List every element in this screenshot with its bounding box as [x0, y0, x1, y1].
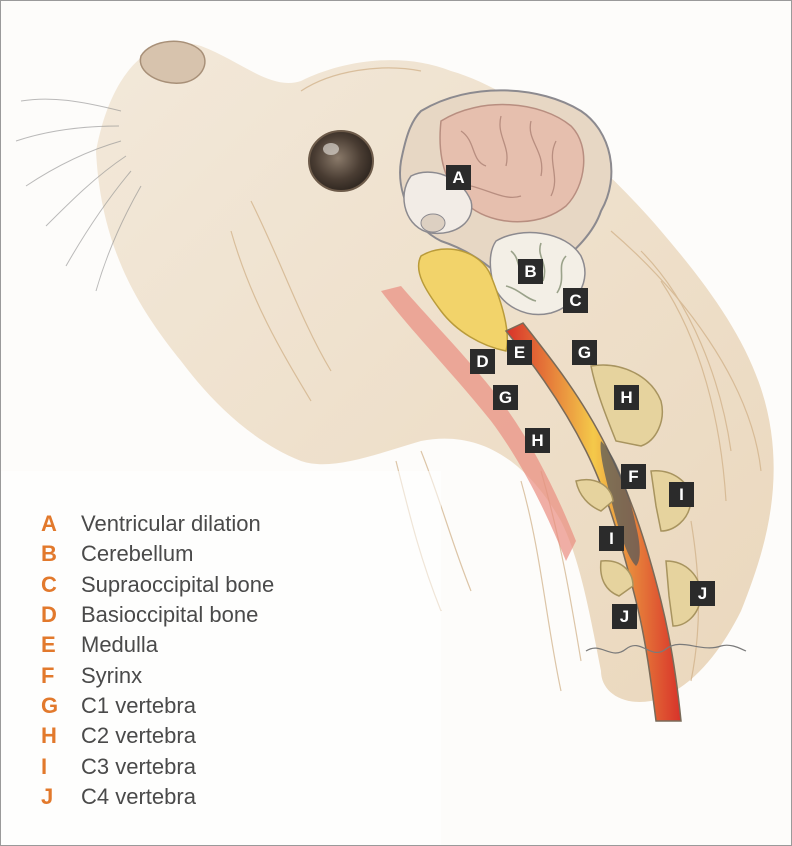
legend-text: C1 vertebra: [81, 692, 196, 718]
marker-e: E: [507, 340, 532, 365]
legend-text: Ventricular dilation: [81, 511, 261, 537]
legend-letter: H: [41, 723, 57, 749]
legend-row: [41, 751, 274, 781]
legend-text: Cerebellum: [81, 541, 194, 567]
legend-row: [41, 721, 274, 751]
marker-b: B: [518, 259, 543, 284]
legend: [41, 509, 274, 812]
marker-h-upper: H: [614, 385, 639, 410]
legend-row: [41, 782, 274, 812]
legend-text: Supraoccipital bone: [81, 571, 275, 597]
marker-a: A: [446, 165, 471, 190]
marker-h-lower: H: [525, 428, 550, 453]
legend-letter: E: [41, 632, 56, 658]
legend-row: [41, 691, 274, 721]
legend-text: Basioccipital bone: [81, 602, 259, 628]
legend-letter: B: [41, 541, 57, 567]
marker-j-right: J: [690, 581, 715, 606]
legend-letter: F: [41, 662, 55, 688]
legend-row: [41, 539, 274, 569]
legend-letter: D: [41, 602, 57, 628]
legend-text: Syrinx: [81, 662, 143, 688]
legend-letter: C: [41, 571, 57, 597]
legend-letter: I: [41, 753, 48, 779]
marker-g-upper: G: [572, 340, 597, 365]
marker-i-left: I: [599, 526, 624, 551]
legend-row: [41, 600, 274, 630]
legend-text: C2 vertebra: [81, 723, 196, 749]
legend-text: Medulla: [81, 632, 159, 658]
marker-g-lower: G: [493, 385, 518, 410]
legend-row: [41, 630, 274, 660]
legend-row: [41, 660, 274, 690]
marker-d: D: [470, 349, 495, 374]
dog-eye: [309, 131, 373, 191]
marker-f: F: [621, 464, 646, 489]
legend-text: C3 vertebra: [81, 753, 196, 779]
legend-letter: G: [41, 692, 59, 718]
marker-j-left: J: [612, 604, 637, 629]
marker-c: C: [563, 288, 588, 313]
legend-letter: A: [41, 511, 57, 537]
legend-row: [41, 570, 274, 600]
legend-text: C4 vertebra: [81, 783, 196, 809]
legend-letter: J: [41, 783, 54, 809]
legend-row: [41, 509, 274, 539]
marker-i-right: I: [669, 482, 694, 507]
